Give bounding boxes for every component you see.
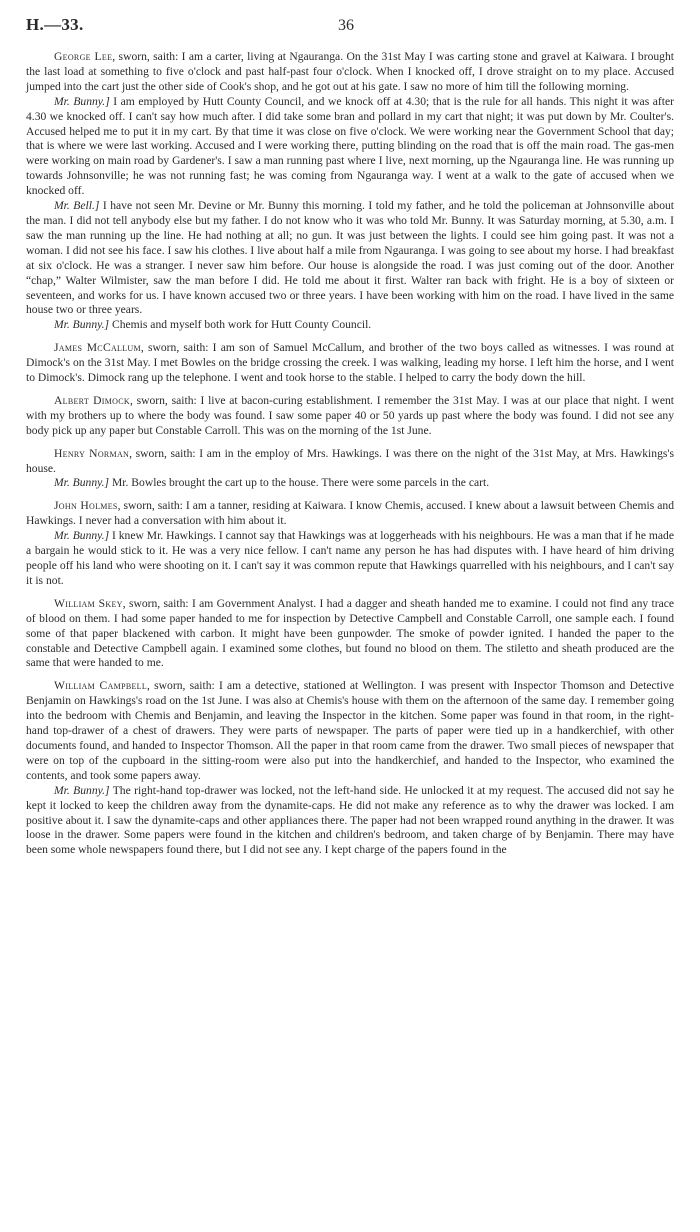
examiner-label: Mr. Bunny.] (54, 94, 110, 108)
document-reference: H.—33. (26, 15, 84, 34)
paragraph-text: , sworn, saith: I am a carter, living at Ngauranga. On the 31st May I was carting stone and gravel at Kaiwara. I brought the last load at something to five o'clock and past half-past four o'clock. When I knocked off, I drove straight on to my place. Accused jumped into the cart just the other side of Cook's shop, and he got out at his gate. I saw no more of him till the following morning. (26, 50, 674, 93)
testimony-paragraph (26, 394, 674, 439)
witness-name: George Lee (54, 50, 113, 63)
testimony-paragraph (26, 341, 674, 386)
witness-section (26, 341, 674, 386)
witness-section (26, 499, 674, 588)
witness-name: William Skey (54, 596, 123, 610)
testimony-paragraph (26, 447, 674, 477)
examiner-label: Mr. Bunny.] (54, 476, 110, 490)
page-number: 36 (338, 17, 354, 34)
testimony-paragraph (26, 499, 674, 529)
examiner-label: Mr. Bunny.] (54, 783, 110, 797)
paragraph-text: , sworn, saith: I am Government Analyst. I had a dagger and sheath handed me to examine. I could not find any trace of blood on them. I had some paper handed to me for inspection by Detective Campbell and Constable Carroll, one sample each. I found some of that paper blackened with carbon. It might have been gunpowder. The smoke of powder ignited. I handed the paper to the constable and Detective Campbell again. I examined some clothes, but found no blood on them. The stiletto and sheath produced are the same that were handed to me. (26, 596, 675, 670)
witness-section (26, 394, 674, 439)
paragraph-text: , sworn, saith: I am in the employ of Mrs. Hawkings. I was there on the night of the 31st May, at Mrs. Hawkings's house. (26, 446, 674, 475)
examiner-label: Mr. Bunny.] (54, 529, 110, 543)
paragraph-text: I have not seen Mr. Devine or Mr. Bunny this morning. I told my father, and he told the policeman at Johnsonville about the man. I did not tell anybody else but my father. I do not know who it was who told Mr. Bunny. It was Saturday morning, at 5.30, a.m. I saw the man running up the line. He had nothing at all; no gun. It was just between the lights. I could see him going past. It was not a woman. I did not see his face. I saw his clothes. I live about half a mile from Ngauranga. I was going to see about my horse. I had breakfast at six o'clock. He was a stranger. I never saw him before. Our house is alongside the road. I was just coming out of the door. Another “chap,” Walter Wilmister, saw the man before I did. He told me about it first. Walter ran back with fright. He is a boy of sixteen or seventeen, and works for us. I have known accused two or three years. I have been working with him on the road. I have lived in the same house two or three years. (26, 199, 675, 317)
examiner-label: Mr. Bunny.] (54, 318, 110, 332)
paragraph-text: Chemis and myself both work for Hutt County Council. (109, 318, 372, 332)
testimony-paragraph (26, 50, 674, 95)
page-header (26, 15, 674, 44)
examiner-label: Mr. Bell.] (54, 199, 100, 213)
witness-name: John Holmes (54, 499, 118, 513)
testimony-paragraph (26, 597, 674, 672)
paragraph-text: I am employed by Hutt County Council, and we knock off at 4.30; that is the rule for all hands. This night it was after 4.30 we knocked off. I can't say how much after. I did take some bran and pollard in my cart that night; it was put down by Mr. Coulter's. Accused helped me to put it in my cart. By that time it was close on five o'clock. We were working near the Government School that day; that is where we were last working. Accused and I were working there, putting blinding on the road that is off the main road. The gas-men were working on main road by Gardener's. I saw a man running past where I live, next morning, up the Ngauranga line. He was running up towards Johnsonville; he was not running fast; he was coming from Ngauranga way. I went at a walk to the gate of accused when we knocked off. (26, 94, 674, 198)
testimony-paragraph (26, 199, 674, 318)
testimony-paragraph (26, 318, 674, 333)
paragraph-text: I knew Mr. Hawkings. I cannot say that Hawkings was at loggerheads with his neighbours. He was a man that if he made a bargain he would stick to it. He was a very nice fellow. I can't name any person he has had disputes with. I have heard of him driving people off his land who were shooting on it. I can't say it was common repute that Hawkings quarrelled with his neighbours, and I can't say it is not. (26, 529, 674, 587)
paragraph-text: Mr. Bowles brought the cart up to the house. There were some parcels in the cart. (109, 476, 490, 490)
witness-name: Henry Norman (54, 446, 130, 460)
witness-section (26, 597, 674, 672)
witness-section (26, 50, 674, 333)
testimony-body (26, 50, 674, 858)
paragraph-text: , sworn, saith: I am a detective, stationed at Wellington. I was present with Inspector Thomson and Detective Benjamin on Hawkings's road on the 1st June. I was also at Chemis's house with them on the afternoon of the same day. I remember going into the bedroom with Chemis and Benjamin, and leaving the Inspector in the kitchen. Some paper was found in that room, in the right-hand top-drawer of a chest of drawers. They were parts of newspaper. The parts of paper were tied up in a handkerchief, with other documents found, and handed to Inspector Thomson. All the paper in that room came from the drawer. Two small pieces of newspaper that were on top of the cupboard in the sitting-room were also put into the handkerchief, and handed to the Inspector, who examined the contents, and took some papers away. (26, 679, 674, 782)
testimony-paragraph (26, 95, 674, 199)
paragraph-text: , sworn, saith: I live at bacon-curing establishment. I remember the 31st May. I was at our place that night. I went with my brothers up to where the body was found. I saw some paper 40 or 50 yards up past where the body was found. I did not see any body pick up any paper but Constable Carroll. This was on the morning of the 1st June. (26, 393, 674, 437)
witness-section (26, 447, 674, 492)
testimony-paragraph (26, 529, 674, 589)
witness-name: William Campbell (54, 679, 148, 693)
witness-name: Albert Dimock (54, 393, 130, 407)
testimony-paragraph (26, 679, 674, 783)
testimony-paragraph (26, 784, 674, 859)
testimony-paragraph (26, 476, 674, 491)
paragraph-text: , sworn, saith: I am son of Samuel McCallum, and brother of the two boys called as witnesses. I was round at Dimock's on the 31st May. I met Bowles on the bridge crossing the creek. I was walking, leading my horse. I left him the horse, and I went to Dimock's. Dimock rang up the telephone. I went and took horse to the stable. I helped to carry the body down the hill. (26, 341, 674, 385)
paragraph-text: , sworn, saith: I am a tanner, residing at Kaiwara. I know Chemis, accused. I knew about a lawsuit between Chemis and Hawkings. I never had a conversation with him about it. (26, 499, 674, 528)
witness-name: James McCallum (54, 341, 141, 355)
witness-section (26, 679, 674, 858)
paragraph-text: The right-hand top-drawer was locked, not the left-hand side. He unlocked it at my request. The accused did not say he kept it locked to keep the children away from the dynamite-caps. He did not make any reference as to why the drawer was locked. I am positive about it. I saw the dynamite-caps and other appliances there. The paper had not been wrapped round anything in the drawer. It was loose in the drawer. Some papers were found in the kitchen and children's bedroom, and taken charge of by Benjamin. There may have been some whole newspapers found there, but I did not see any. I kept charge of the papers found in the (26, 783, 674, 857)
